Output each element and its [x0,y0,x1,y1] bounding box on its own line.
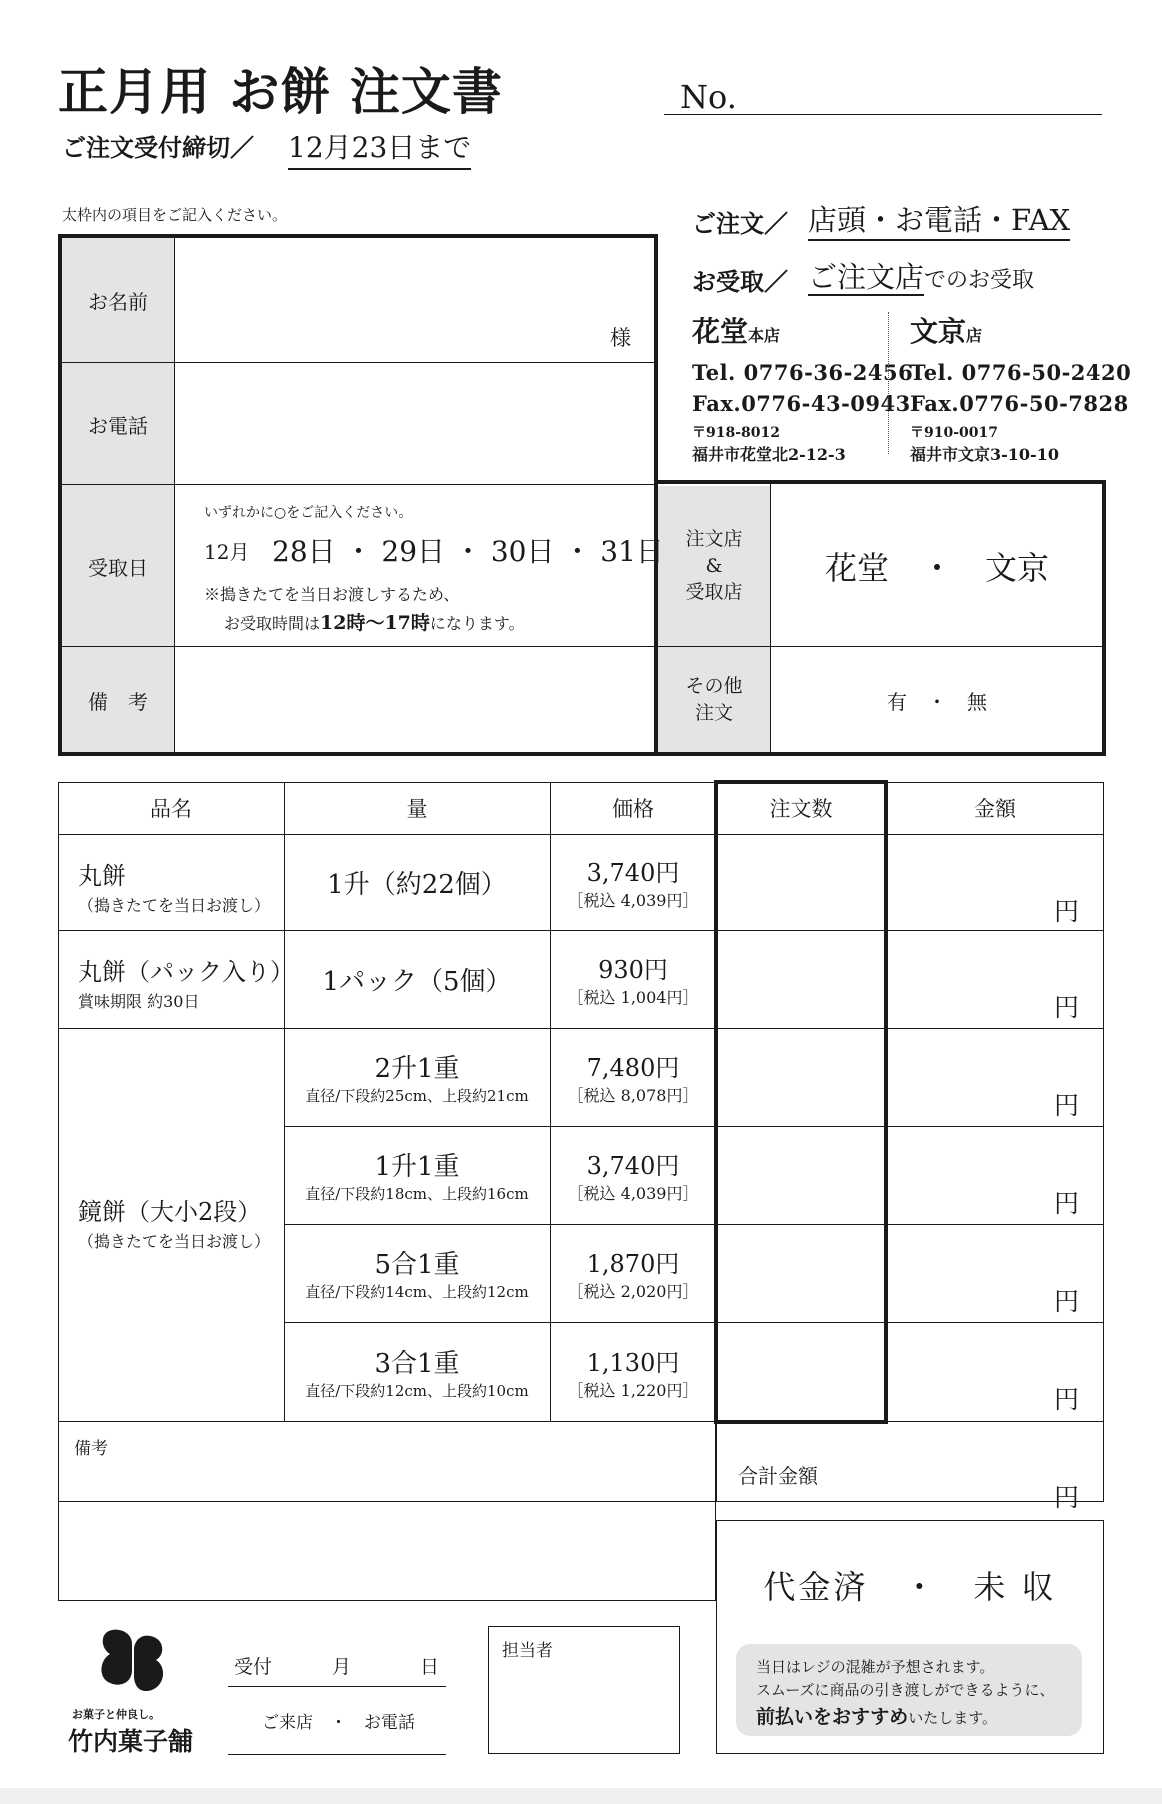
deadline-date: 12月23日まで [288,126,471,170]
name-input[interactable] [176,240,634,360]
pickup-date-options[interactable]: 28日 ・ 29日 ・ 30日 ・ 31日 [272,535,664,568]
pickup-date-instruction: いずれかに○をご記入ください。 [204,505,413,521]
row-price: 930円 ［税込 1,004円］ [567,956,699,1007]
other-order-options[interactable]: 有 ・ 無 [887,689,987,714]
name-suffix: 様 [610,326,631,350]
shop-bunkyo-name: 文京 [910,315,967,348]
header-amount: 金額 [974,797,1016,821]
row-price: 3,740円 ［税込 4,039円］ [567,859,699,910]
logo-tagline: お菓子と仲良し。 [72,1708,160,1721]
order-count-input[interactable] [720,934,882,1024]
amount-yen: 円 [1054,1287,1080,1316]
staff-label: 担当者 [502,1641,553,1661]
product-name-pack: 丸餅（パック入り） 賞味期限 約30日 [78,958,294,1011]
row-price: 1,130円 ［税込 1,220円］ [567,1348,699,1400]
bottom-remarks-label: 備考 [74,1439,108,1459]
order-number-field[interactable] [664,114,1102,115]
shop-divider [888,312,889,454]
prepay-notice: 当日はレジの混雑が予想されます。 スムーズに商品の引き渡しができるように、 前払いをおすすめいたします。 [736,1644,1082,1736]
header-quantity: 量 [406,797,428,821]
shop-bunkyo-address: 福井市文京3-10-10 [910,445,1059,464]
pickup-label: お受取／ [692,268,788,296]
order-shop-options[interactable]: 花堂 ・ 文京 [824,549,1049,587]
shop-logo-mark [98,1626,168,1702]
received-line[interactable] [228,1686,446,1687]
order-shop-label: 注文店 & 受取店 [685,528,743,604]
logo-name: 竹内菓子舗 [68,1727,194,1756]
pickup-shop: ご注文店 [808,260,925,294]
amount-yen: 円 [1054,1385,1080,1414]
shop-bunkyo-type: 店 [966,326,983,345]
shop-main-fax: Fax.0776-43-0943 [692,391,911,416]
shop-main-zip: 〒918-8012 [692,425,780,441]
order-method-label: ご注文／ [692,210,788,238]
shop-main-name: 花堂 [692,315,749,348]
shop-main-type: 本店 [748,326,781,345]
row-quantity: 5合1重 直径/下段約14cm、上段約12cm [305,1250,529,1301]
payment-status-options[interactable]: 代金済 ・ 未 収 [763,1568,1057,1606]
name-label: お名前 [88,289,148,314]
total-yen: 円 [1054,1483,1080,1512]
visit-options[interactable]: ご来店 ・ お電話 [262,1713,415,1733]
row-price: 1,870円 ［税込 2,020円］ [567,1250,699,1301]
row-price: 3,740円 ［税込 4,039円］ [567,1152,699,1203]
pickup-suffix: でのお受取 [924,268,1035,293]
amount-yen: 円 [1054,1091,1080,1120]
pickup-value [808,255,1034,296]
bean-logo-icon [98,1626,168,1698]
bottom-remarks-box[interactable] [58,1421,716,1601]
shop-main-address: 福井市花堂北2-12-3 [692,445,846,464]
pickup-date-month: 12月 [204,540,250,564]
fill-instruction: 太枠内の項目をご記入ください。 [62,206,288,224]
amount-yen: 円 [1054,897,1080,926]
received-label: 受付 [234,1656,273,1678]
row-quantity: 1パック（5個） [322,966,512,997]
phone-input[interactable] [176,366,650,482]
product-name-marumochi: 丸餅 （搗きたてを当日お渡し） [78,862,271,915]
row-quantity: 2升1重 直径/下段約25cm、上段約21cm [305,1054,529,1105]
shop-bunkyo-fax: Fax.0776-50-7828 [910,391,1129,416]
total-label: 合計金額 [738,1464,818,1488]
amount-yen: 円 [1054,993,1080,1022]
pickup-date-label: 受取日 [88,555,148,580]
shop-bunkyo-tel: Tel. 0776-50-2420 [910,360,1132,385]
amount-yen: 円 [1054,1189,1080,1218]
deadline-label: ご注文受付締切／ [62,134,254,162]
received-day: 日 [420,1656,440,1678]
row-price: 7,480円 ［税込 8,078円］ [567,1054,699,1105]
header-order-count: 注文数 [769,797,833,821]
order-method-value: 店頭・お電話・FAX [808,198,1070,241]
row-quantity: 1升1重 直径/下段約18cm、上段約16cm [305,1152,529,1203]
pickup-time: 12時〜17時 [320,612,430,634]
row-quantity: 3合1重 直径/下段約12cm、上段約10cm [305,1348,529,1400]
row-quantity: 1升（約22個） [327,869,507,900]
header-price: 価格 [612,797,654,821]
shop-main-tel: Tel. 0776-36-2456 [692,360,914,385]
page-title: 正月用 お餅 注文書 [58,62,503,121]
order-count-input[interactable] [720,1032,882,1122]
order-count-input[interactable] [720,1130,882,1220]
phone-label: お電話 [88,413,148,438]
pickup-date-note2: お受取時間は12時〜17時になります。 [224,612,525,634]
shop-main-info [692,310,913,465]
received-month: 月 [332,1656,352,1678]
remarks-label: 備 考 [88,689,148,714]
order-count-input[interactable] [720,838,882,926]
order-count-input[interactable] [720,1326,882,1416]
pickup-date-note1: ※搗きたてを当日お渡しするため、 [204,585,460,604]
remarks-input[interactable] [176,650,652,750]
shop-bunkyo-zip: 〒910-0017 [910,425,998,441]
product-name-kagamimochi: 鏡餅（大小2段） （搗きたてを当日お渡し） [78,1198,271,1251]
header-product: 品名 [150,797,192,821]
other-order-label: その他 注文 [685,675,743,724]
shop-bunkyo-info [910,310,1131,465]
order-number-label: No. [680,78,737,116]
order-count-input[interactable] [720,1228,882,1318]
